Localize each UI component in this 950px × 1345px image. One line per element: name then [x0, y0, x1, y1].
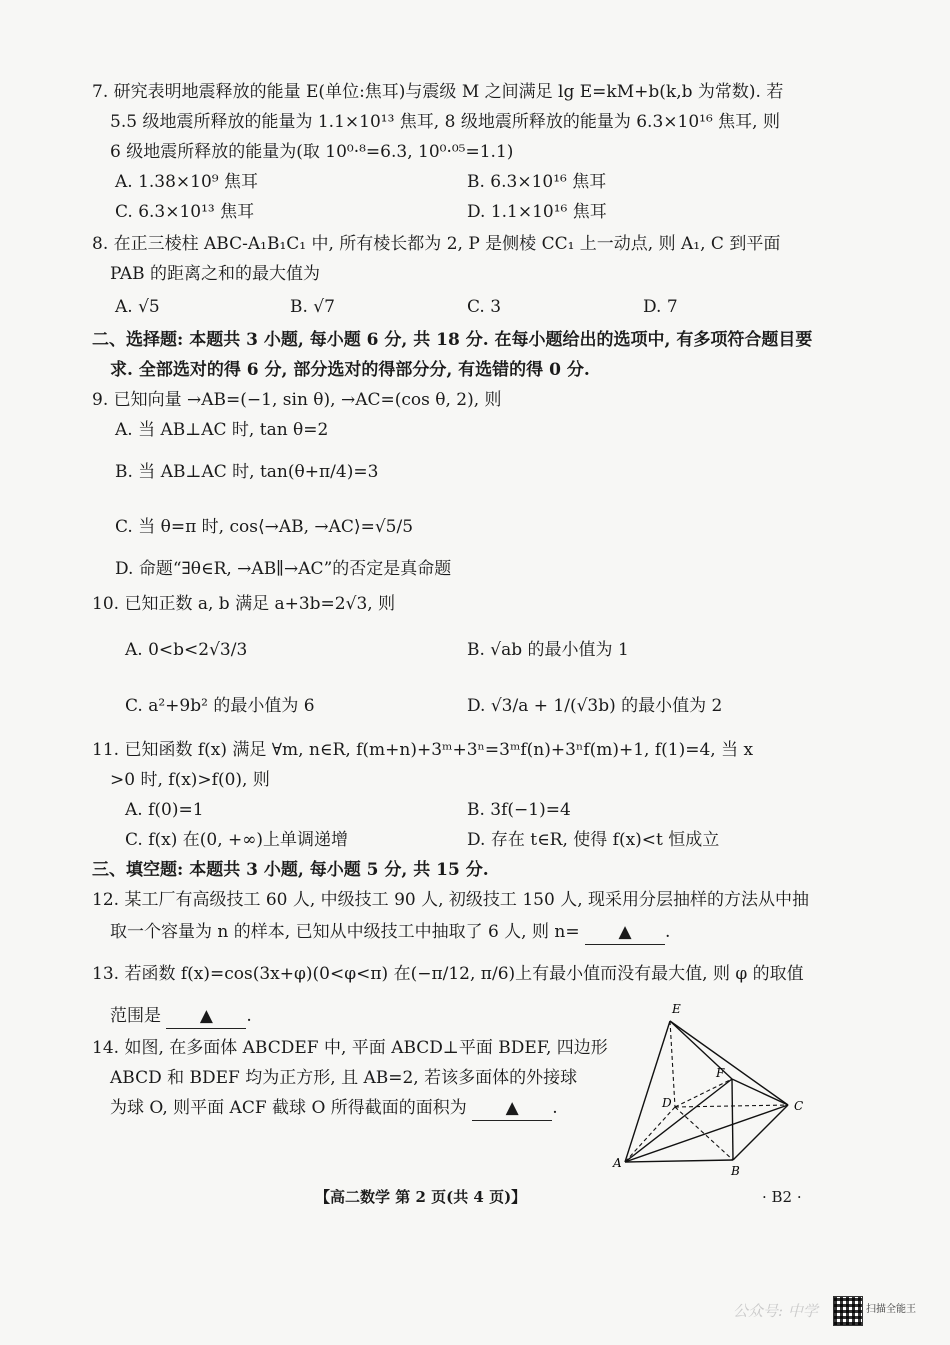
q8-line1: 8. 在正三棱柱 ABC-A₁B₁C₁ 中, 所有棱长都为 2, P 是侧棱 CC₁ 上一动点, 则 A₁, C 到平面	[92, 234, 781, 254]
qr-code-icon	[833, 1296, 863, 1326]
q9-option-c: C. 当 θ=π 时, cos⟨→AB, →AC⟩=√5/5	[115, 517, 414, 537]
q12-line2-text: 取一个容量为 n 的样本, 已知从中级技工中抽取了 6 人, 则 n=	[110, 922, 580, 942]
page-footer: 【高二数学 第 2 页(共 4 页)】	[315, 1188, 527, 1206]
section2-line2: 求. 全部选对的得 6 分, 部分选对的得部分分, 有选错的得 0 分.	[110, 360, 590, 380]
q8-option-a: A. √5	[115, 297, 160, 317]
section2-line1: 二、选择题: 本题共 3 小题, 每小题 6 分, 共 18 分. 在每小题给出的选项中, 有多项符合题目要	[92, 330, 813, 350]
q9-option-d: D. 命题“∃θ∈R, →AB∥→AC”的否定是真命题	[115, 559, 452, 579]
q7-line1: 7. 研究表明地震释放的能量 E(单位:焦耳)与震级 M 之间满足 lg E=kM+b(k,b 为常数). 若	[92, 82, 784, 102]
q12-answer-blank[interactable]: ▲	[585, 920, 665, 945]
q14-line3-text: 为球 O, 则平面 ACF 截球 O 所得截面的面积为	[110, 1098, 467, 1118]
q10-option-b: B. √ab 的最小值为 1	[467, 640, 629, 660]
q10-option-c: C. a²+9b² 的最小值为 6	[125, 696, 315, 716]
q11-line1: 11. 已知函数 f(x) 满足 ∀m, n∈R, f(m+n)+3ᵐ+3ⁿ=3ᵐf(n)+3ⁿf(m)+1, f(1)=4, 当 x	[92, 740, 754, 760]
q11-line2: >0 时, f(x)>f(0), 则	[110, 770, 270, 790]
q9-option-b: B. 当 AB⊥AC 时, tan(θ+π/4)=3	[115, 462, 379, 482]
q11-option-a: A. f(0)=1	[125, 800, 204, 820]
q11-option-c: C. f(x) 在(0, +∞)上单调递增	[125, 830, 349, 850]
q7-line2: 5.5 级地震所释放的能量为 1.1×10¹³ 焦耳, 8 级地震所释放的能量为 6.3×10¹⁶ 焦耳, 则	[110, 112, 780, 132]
q8-option-c: C. 3	[467, 297, 502, 317]
label-c: C	[794, 1099, 804, 1113]
q10-option-d: D. √3/a + 1/(√3b) 的最小值为 2	[467, 696, 723, 716]
q8-line2: PAB 的距离之和的最大值为	[110, 264, 321, 284]
q13-line2: 范围是 ▲ .	[110, 1004, 252, 1029]
q14-line1: 14. 如图, 在多面体 ABCDEF 中, 平面 ABCD⊥平面 BDEF, 四边形	[92, 1038, 608, 1058]
label-d: D	[662, 1096, 672, 1110]
q13-line1: 13. 若函数 f(x)=cos(3x+φ)(0<φ<π) 在(−π/12, π/6)上有最小值而没有最大值, 则 φ 的取值	[92, 964, 804, 984]
section3-line1: 三、填空题: 本题共 3 小题, 每小题 5 分, 共 15 分.	[92, 860, 489, 880]
q7-line3: 6 级地震所释放的能量为(取 10⁰·⁸=6.3, 10⁰·⁰⁵=1.1)	[110, 142, 514, 162]
label-b: B	[731, 1164, 740, 1178]
watermark-text: 公众号: 中学	[733, 1302, 818, 1320]
q11-option-d: D. 存在 t∈R, 使得 f(x)<t 恒成立	[467, 830, 720, 850]
q13-line2-text: 范围是	[110, 1006, 161, 1026]
q8-option-b: B. √7	[290, 297, 335, 317]
q9-stem: 9. 已知向量 →AB=(−1, sin θ), →AC=(cos θ, 2), 则	[92, 390, 502, 410]
q7-option-d: D. 1.1×10¹⁶ 焦耳	[467, 202, 607, 222]
q12-line2: 取一个容量为 n 的样本, 已知从中级技工中抽取了 6 人, 则 n= ▲ .	[110, 920, 670, 945]
q7-option-c: C. 6.3×10¹³ 焦耳	[115, 202, 255, 222]
q10-option-a: A. 0<b<2√3/3	[125, 640, 248, 660]
scanner-badge: 扫描全能王	[866, 1304, 916, 1315]
label-f: F	[716, 1066, 725, 1080]
q11-option-b: B. 3f(−1)=4	[467, 800, 571, 820]
q14-answer-blank[interactable]: ▲	[472, 1096, 552, 1121]
q13-answer-blank[interactable]: ▲	[166, 1004, 246, 1029]
polyhedron-figure	[610, 1002, 820, 1180]
q7-option-b: B. 6.3×10¹⁶ 焦耳	[467, 172, 607, 192]
q7-option-a: A. 1.38×10⁹ 焦耳	[115, 172, 259, 192]
label-a: A	[613, 1156, 622, 1170]
q8-option-d: D. 7	[643, 297, 678, 317]
page-code: · B2 ·	[762, 1188, 802, 1206]
q14-line3: 为球 O, 则平面 ACF 截球 O 所得截面的面积为 ▲ .	[110, 1096, 558, 1121]
q12-line1: 12. 某工厂有高级技工 60 人, 中级技工 90 人, 初级技工 150 人, 现采用分层抽样的方法从中抽	[92, 890, 809, 910]
label-e: E	[672, 1002, 681, 1016]
q9-option-a: A. 当 AB⊥AC 时, tan θ=2	[115, 420, 329, 440]
q14-line2: ABCD 和 BDEF 均为正方形, 且 AB=2, 若该多面体的外接球	[110, 1068, 578, 1088]
q10-stem: 10. 已知正数 a, b 满足 a+3b=2√3, 则	[92, 594, 396, 614]
